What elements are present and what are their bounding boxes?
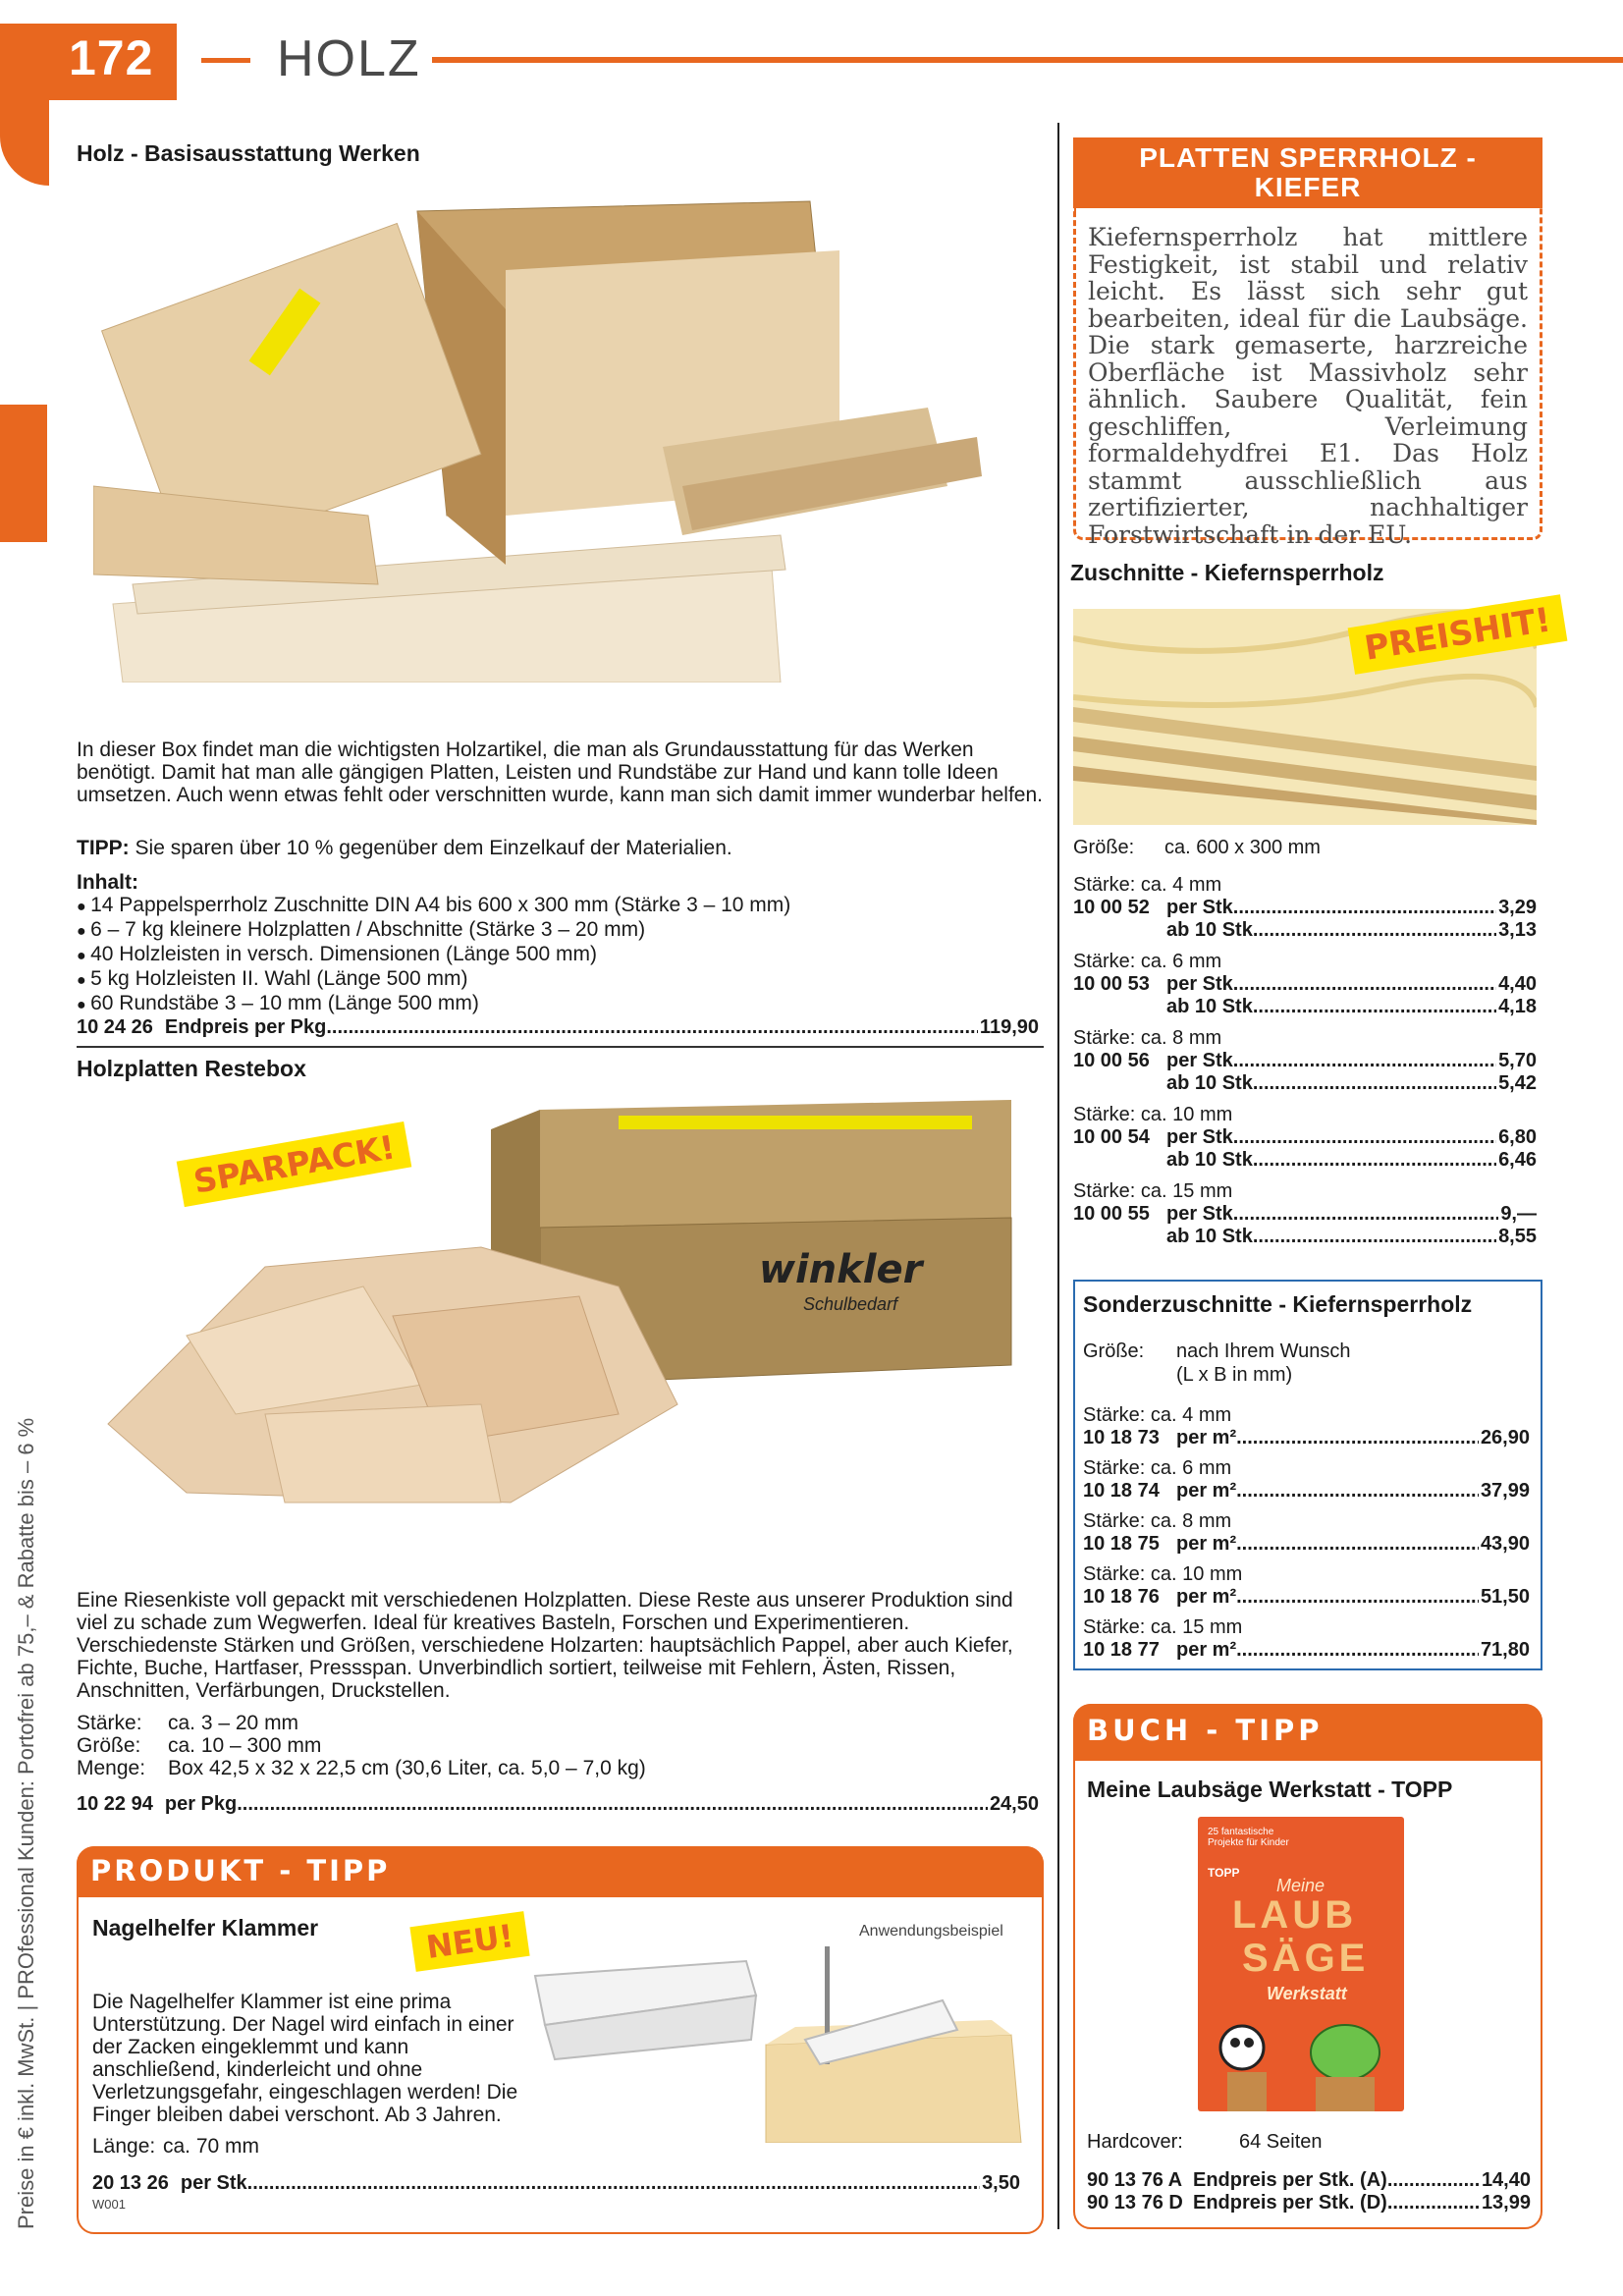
variant-thickness: Stärke: ca. 6 mm (1073, 951, 1222, 972)
article-number: 10 00 54 (1073, 1126, 1150, 1148)
list-item: ● 60 Rundstäbe 3 – 10 mm (Länge 500 mm) (77, 992, 1044, 1016)
variant-block (1073, 951, 1537, 1018)
article-number: 10 18 76 (1083, 1586, 1160, 1608)
buch-title: Meine Laubsäge Werkstatt - TOPP (1087, 1777, 1453, 1802)
leader-dots (1238, 897, 1496, 919)
price-row (1073, 897, 1537, 919)
spec-list (77, 1712, 1049, 1779)
tip-label: TIPP: (77, 837, 130, 859)
product-description: Eine Riesenkiste voll gepackt mit verschiedenen Holzplatten. Diese Reste aus unserer Produktion sind viel zu schade zum Wegwerfen. Ideal für kreatives Basteln, Forschen und Experimentieren. Verschiedenste Stärken und Größen, verschiedene Holzarten: hauptsächlich Pappel, aber auch Kiefer, Fichte, Buche, Hartfaser, Pressspan. Unverbindlich sortiert, teilweise mit Fehlern, Ästen, Rissen, Anschnitten, Verfärbungen, Druckstellen. (77, 1589, 1013, 1702)
cover-title-3: SÄGE (1242, 1937, 1370, 1980)
cover-title-1: Meine (1276, 1876, 1325, 1895)
variant-thickness: Stärke: ca. 15 mm (1073, 1180, 1233, 1202)
platten-intro: Kiefernsperrholz hat mittlere Festigkeit, ist stabil und relativ leicht. Es lässt sich sehr gut bearbeiten, ideal für die Laubsäge. Die stark gemaserte, harzreiche Oberfläche ist Massivholz sehr ähnlich. Saubere Qualität, fein geschliffen, Verleimung formaldehydfrei E1. Das Holz stammt ausschließlich aus zertifizierter, nachhaltiger Forstwirtschaft in der EU. (1088, 223, 1528, 549)
article-number: 10 18 77 (1083, 1639, 1160, 1661)
column-divider (1057, 123, 1059, 2229)
size-row (1083, 1340, 1351, 1363)
price-value: 26,90 (1480, 1427, 1530, 1449)
leader-dots (1258, 1072, 1496, 1095)
size-value: ca. 600 x 300 mm (1164, 837, 1321, 858)
leader-dots (1238, 1050, 1496, 1072)
list-item: ● 6 – 7 kg kleinere Holzplatten / Abschnitte (Stärke 3 – 20 mm) (77, 918, 1044, 943)
price-value: 3,50 (982, 2172, 1020, 2194)
buch-tipp-box (1073, 1704, 1542, 2229)
price-label: per m² (1176, 1427, 1237, 1449)
platten-title: Zuschnitte - Kiefernsperrholz (1070, 560, 1384, 585)
image-caption: Anwendungsbeispiel (859, 1923, 1003, 1940)
price-row (1073, 973, 1537, 996)
price-label: ab 10 Stk. (1166, 919, 1259, 941)
spec-label: Stärke: (77, 1712, 142, 1734)
leader-dots (1387, 2169, 1480, 2192)
price-label: per Pkg. (164, 1793, 243, 1815)
hardcover-label: Hardcover: (1087, 2131, 1183, 2153)
length-value: ca. 70 mm (163, 2135, 260, 2158)
neu-stamp: NEU! (409, 1911, 529, 1972)
leader-dots (332, 1016, 978, 1039)
price-row (1073, 1203, 1537, 1226)
price-value: 5,42 (1498, 1072, 1537, 1094)
leader-dots (1236, 1427, 1479, 1449)
variant-thickness: Stärke: ca. 4 mm (1073, 874, 1222, 896)
price-value: 5,70 (1498, 1050, 1537, 1071)
variant-block (1083, 1616, 1530, 1662)
article-number: 10 24 26 (77, 1016, 153, 1038)
price-value: 6,80 (1498, 1126, 1537, 1148)
price-row (1073, 1050, 1537, 1072)
product-title: Holzplatten Restebox (77, 1056, 306, 1081)
article-number: 10 18 75 (1083, 1533, 1160, 1555)
article-number: 10 18 74 (1083, 1480, 1160, 1502)
price-label: per Stk. (180, 2172, 253, 2194)
header-rule (432, 57, 1623, 63)
sparpack-stamp: SPARPACK! (177, 1121, 412, 1207)
separator (77, 1046, 1044, 1048)
price-value: 43,90 (1480, 1533, 1530, 1555)
sonder-box (1073, 1280, 1542, 1670)
leader-dots (1238, 973, 1496, 996)
tip-text: Sie sparen über 10 % gegenüber dem Einzelkauf der Materialien. (135, 837, 732, 859)
price-row (1083, 1533, 1530, 1556)
price-label: per Stk. (1166, 1126, 1239, 1148)
section-title: HOLZ (277, 30, 421, 87)
price-row (1073, 996, 1537, 1018)
article-number: 10 00 52 (1073, 897, 1150, 918)
size-label: Größe: (1073, 837, 1135, 858)
price-value: 37,99 (1480, 1480, 1530, 1502)
article-number: 20 13 26 (92, 2172, 169, 2194)
price-row (1083, 1480, 1530, 1503)
variant-block (1083, 1404, 1530, 1449)
buch-price-list (1087, 2169, 1531, 2214)
price-value: 9,— (1500, 1203, 1537, 1225)
leader-dots (1238, 1126, 1496, 1149)
cover-title-4: Werkstatt (1267, 1984, 1347, 2003)
variant-thickness: Stärke: ca. 6 mm (1083, 1457, 1232, 1479)
price-label: per Stk. (1166, 897, 1239, 918)
spec-label: Größe: (77, 1734, 141, 1757)
leader-dots (1236, 1480, 1479, 1503)
buch-tipp-header: BUCH - TIPP (1073, 1704, 1542, 1761)
hardcover-row (1087, 2131, 1323, 2154)
price-row (1087, 2169, 1531, 2192)
price-value: 8,55 (1498, 1226, 1537, 1247)
variant-block (1073, 1027, 1537, 1095)
article-number: 10 18 73 (1083, 1427, 1160, 1449)
box-brand-sub: Schulbedarf (803, 1294, 898, 1314)
hardcover-value: 64 Seiten (1239, 2131, 1323, 2153)
list-item: ● 40 Holzleisten in versch. Dimensionen (Länge 500 mm) (77, 943, 1044, 967)
variant-block (1073, 1180, 1537, 1248)
leader-dots (1236, 1533, 1479, 1556)
price-row (1083, 1639, 1530, 1662)
price-row (1073, 1226, 1537, 1248)
variant-block (1083, 1510, 1530, 1556)
price-row (1073, 1126, 1537, 1149)
item-code: W001 (92, 2197, 126, 2212)
leader-dots (1236, 1639, 1479, 1662)
produkt-tipp-description: Die Nagelhelfer Klammer ist eine prima Unterstützung. Der Nagel wird einfach in einer der Zacken eingeklemmt und kann anschließend, kinderleicht und ohne Verletzungsgefahr, eingeschlagen werden! Die Finger bleiben dabei verschont. Ab 3 Jahren. (92, 1991, 518, 2126)
page-number: 172 (69, 30, 154, 85)
article-number: 10 22 94 (77, 1793, 153, 1815)
spec-row (77, 1757, 1049, 1779)
spec-row (77, 1734, 1049, 1757)
price-value: 3,13 (1498, 919, 1537, 941)
price-row (77, 1016, 1039, 1039)
length-label: Länge: (92, 2135, 156, 2158)
tip-line (77, 837, 1044, 859)
header-dash (201, 58, 250, 63)
price-row (1073, 1149, 1537, 1172)
price-row (1073, 919, 1537, 942)
product-title: Holz - Basisausstattung Werken (77, 140, 420, 166)
leader-dots (243, 1793, 988, 1816)
size-label: Größe: (1083, 1340, 1145, 1362)
cover-title-2: LAUB (1232, 1893, 1358, 1937)
spec-value: ca. 3 – 20 mm (168, 1712, 299, 1734)
length-row (92, 2135, 259, 2158)
size-value-note: (L x B in mm) (1176, 1364, 1293, 1386)
variant-block (1083, 1457, 1530, 1503)
box-brand-logo: winkler (759, 1247, 923, 1292)
price-label: per m² (1176, 1480, 1237, 1502)
price-value: 4,40 (1498, 973, 1537, 995)
variant-thickness: Stärke: ca. 10 mm (1083, 1563, 1243, 1585)
price-label: per Stk. (1166, 1203, 1239, 1225)
variant-thickness: Stärke: ca. 4 mm (1083, 1404, 1232, 1426)
price-row (77, 1793, 1039, 1816)
price-label: per Stk. (1166, 1050, 1239, 1071)
price-value: 13,99 (1481, 2192, 1531, 2214)
cover-illustration (1198, 2003, 1404, 2111)
variant-thickness: Stärke: ca. 15 mm (1083, 1616, 1243, 1638)
price-label: ab 10 Stk. (1166, 1226, 1259, 1247)
price-label: ab 10 Stk. (1166, 996, 1259, 1017)
produkt-tipp-header: PRODUKT - TIPP (77, 1846, 1044, 1897)
platten-variants (1073, 874, 1537, 1257)
price-label: per Stk. (1166, 973, 1239, 995)
price-row (1083, 1586, 1530, 1609)
variant-thickness: Stärke: ca. 10 mm (1073, 1104, 1233, 1125)
article-number: 90 13 76 D (1087, 2192, 1183, 2214)
price-value: 14,40 (1481, 2169, 1531, 2191)
leader-dots (252, 2172, 980, 2195)
price-value: 119,90 (979, 1016, 1039, 1038)
article-number: 10 00 56 (1073, 1050, 1150, 1071)
list-item: ● 5 kg Holzleisten II. Wahl (Länge 500 mm) (77, 967, 1044, 992)
leader-dots (1238, 1203, 1498, 1226)
preishit-stamp: PREISHIT! (1348, 594, 1568, 675)
article-number: 10 00 55 (1073, 1203, 1150, 1225)
price-label: Endpreis per Stk. (A) (1193, 2169, 1387, 2191)
book-cover (1198, 1817, 1404, 2111)
spec-label: Menge: (77, 1757, 146, 1779)
price-row (1083, 1427, 1530, 1449)
produkt-tipp-title: Nagelhelfer Klammer (92, 1915, 319, 1941)
cover-tagline: 25 fantastische Projekte für Kinder (1208, 1827, 1289, 1848)
price-value: 71,80 (1480, 1639, 1530, 1661)
price-row (1087, 2192, 1531, 2214)
product-image-holzbox (93, 191, 1021, 683)
price-row (1073, 1072, 1537, 1095)
leader-dots (1258, 996, 1496, 1018)
price-label: ab 10 Stk. (1166, 1149, 1259, 1171)
price-row (92, 2172, 1020, 2195)
size-row (1073, 837, 1321, 859)
article-number: 10 00 53 (1073, 973, 1150, 995)
spec-value: Box 42,5 x 32 x 22,5 cm (30,6 Liter, ca. 5,0 – 7,0 kg) (168, 1757, 646, 1779)
price-label: per m² (1176, 1586, 1237, 1608)
side-marker (0, 405, 47, 542)
sonder-variants (1083, 1404, 1530, 1669)
price-label: per m² (1176, 1533, 1237, 1555)
variant-block (1073, 874, 1537, 942)
contents-label: Inhalt: (77, 871, 138, 894)
leader-dots (1236, 1586, 1479, 1609)
sonder-title: Sonderzuschnitte - Kiefernsperrholz (1083, 1291, 1473, 1317)
variant-thickness: Stärke: ca. 8 mm (1083, 1510, 1232, 1532)
platten-header: PLATTEN SPERRHOLZ - KIEFER (1073, 137, 1542, 208)
price-label: Endpreis per Stk. (D) (1193, 2192, 1387, 2214)
leader-dots (1387, 2192, 1480, 2214)
article-number: 90 13 76 A (1087, 2169, 1183, 2191)
price-value: 6,46 (1498, 1149, 1537, 1171)
price-label: per m² (1176, 1639, 1237, 1661)
produkt-tipp-box (77, 1846, 1044, 2234)
contents-list (77, 894, 1044, 1016)
price-value: 24,50 (989, 1793, 1039, 1815)
platten-intro-box (1073, 208, 1542, 549)
leader-dots (1258, 1226, 1496, 1248)
variant-thickness: Stärke: ca. 8 mm (1073, 1027, 1222, 1049)
leader-dots (1258, 919, 1496, 942)
leader-dots (1258, 1149, 1496, 1172)
price-value: 4,18 (1498, 996, 1537, 1017)
list-item: ● 14 Pappelsperrholz Zuschnitte DIN A4 bis 600 x 300 mm (Stärke 3 – 10 mm) (77, 894, 1044, 918)
price-value: 51,50 (1480, 1586, 1530, 1608)
price-value: 3,29 (1498, 897, 1537, 918)
product-description: In dieser Box findet man die wichtigsten Holzartikel, die man als Grundausstattung für das Werken benötigt. Damit hat man alle gängigen Platten, Leisten und Rundstäbe zur Hand und kann tolle Ideen umsetzen. Auch wenn etwas fehlt oder verschnitten wurde, kann man sich damit immer wunderbar helfen. (77, 738, 1043, 806)
variant-block (1073, 1104, 1537, 1172)
price-label: Endpreis per Pkg. (164, 1016, 332, 1038)
spec-value: ca. 10 – 300 mm (168, 1734, 322, 1757)
cover-publisher: TOPP (1208, 1866, 1240, 1880)
usage-image (746, 1946, 1031, 2143)
box-brand-area (548, 1110, 1039, 1345)
price-label: ab 10 Stk. (1166, 1072, 1259, 1094)
sidebar-price-note: Preise in € inkl. MwSt. | PROfessional Kunden: Portofrei ab 75,– & Rabatte bis – 6 % (14, 1417, 38, 2229)
variant-block (1083, 1563, 1530, 1609)
clip-image (525, 1956, 761, 2064)
spec-row (77, 1712, 1049, 1734)
size-value: nach Ihrem Wunsch (1176, 1340, 1351, 1362)
